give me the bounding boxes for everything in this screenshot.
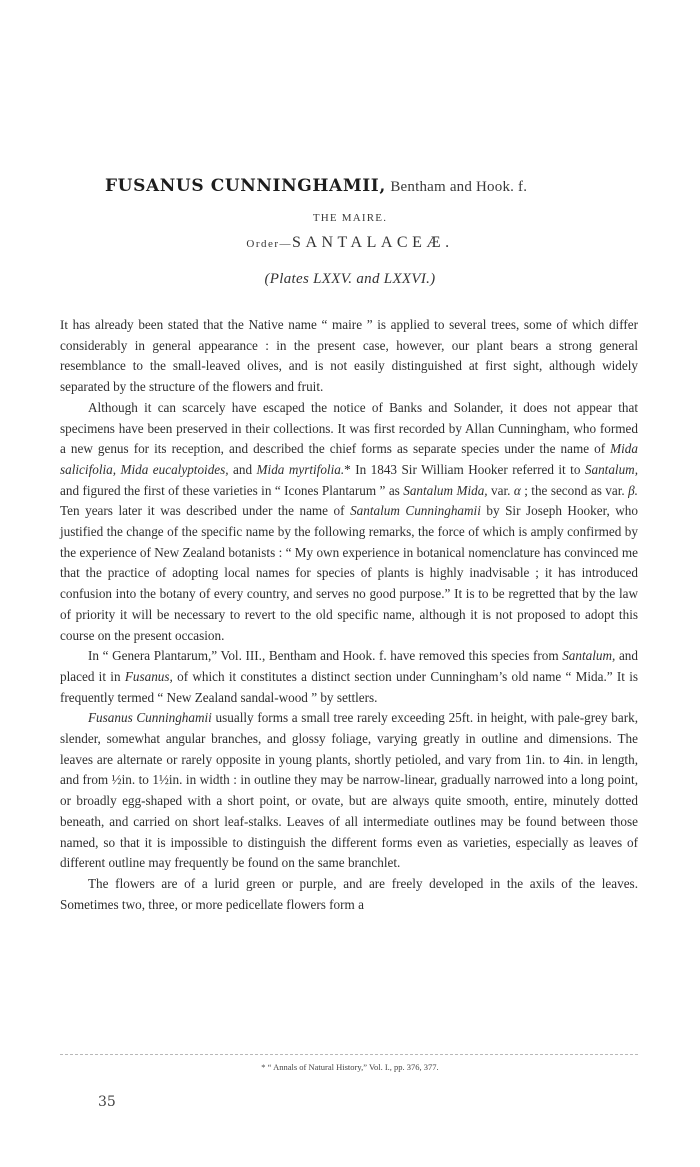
plates-reference: (Plates LXXV. and LXXVI.): [264, 271, 436, 287]
p2-text-d: and figured the first of these varieties in “ Icones Plantarum ” as: [60, 482, 404, 498]
p3-text-c: of which it constitutes a distinct section under Cunningham’s old name “ Mida.” It is frequently termed “ New Zealand sandal-wood ” by settlers.: [60, 668, 638, 705]
lead-word: It: [60, 317, 68, 332]
p2-italic-1: Mida salicifolia, Mida eucalyptoides,: [60, 441, 638, 477]
p2-text-g: Ten years later it was described under the name of: [60, 503, 351, 519]
p3-italic-2: Fusanus,: [124, 668, 173, 684]
common-name: THE MAIRE.: [312, 212, 388, 224]
p4-italic-1: Fusanus Cunninghamii: [88, 710, 212, 726]
p2-italic-5: α: [513, 482, 521, 498]
species-heading: [105, 176, 625, 196]
body-text: [60, 315, 638, 915]
species-name: FUSANUS CUNNINGHAMII,: [105, 176, 386, 196]
p2-italic-2: Mida myrtifolia.: [256, 461, 345, 477]
paragraph-1-text: has already been stated that the Native name “ maire ” is applied to several trees, some of which differ considerably in general appearance : in the present case, however, our plant bears a strong general resemblance to the small-leaved olives, and is not easily distinguished at first sight, although widely separated by the structure of the flowers and fruit.: [60, 317, 638, 395]
p2-text-h: by Sir Joseph Hooker, who justified the change of the specific name by the following remarks, the force of which is amply confirmed by the experience of New Zealand botanists : “ My own experience in botanical nomenclature has convinced me that the practice of adopting local names for species of plants is highly inadvisable ; it has introduced confusion into the botany of every country, and serves no good purpose.” It is to be regretted that by the law of priority it will be necessary to revert to the old specific name, although it is not proposed to adopt this course on the present occasion.: [60, 503, 638, 643]
footnote: * “ Annals of Natural History,” Vol. I., pp. 376, 377.: [261, 1062, 439, 1072]
p2-italic-4: Santalum Mida,: [403, 482, 488, 498]
p3-text-b: and placed it in: [60, 648, 638, 684]
p2-text-e: var.: [487, 482, 514, 498]
order-label: Order—: [246, 238, 293, 250]
p4-text-a: usually forms a small tree rarely exceeding 25ft. in height, with pale-grey bark, slender, somewhat angular branches, and glossy foliage, varying greatly in outline and dimensions. The leaves are alternate or rarely opposite in young plants, shortly petioled, and vary from 1in. to 4in. in length, and from ½in. to 1½in. in width : in outline they may be narrow-linear, gradually narrowed into a long point, or broadly egg-shaped with a short point, or ovate, but are always quite smooth, entire, minutely dotted beneath, and carried on short leaf-stalks. Leaves of all intermediate outlines may be found between those named, so that it is impossible to distinguish the different forms even as varieties, especially as leaves of different outline may frequently be found on the same branchlet.: [60, 710, 639, 871]
paragraph-4: [60, 708, 638, 874]
p2-text-a: Although it can scarcely have escaped the notice of Banks and Solander, it does not appear that specimens have been preserved in their collections. It was first recorded by Allan Cunningham, who formed a new genus for its reception, and described the chief forms as separate species under the name of: [60, 399, 638, 457]
paragraph-2: [60, 398, 638, 646]
species-authority: Bentham and Hook. f.: [390, 179, 528, 195]
footnote-rule: [60, 1054, 638, 1055]
p2-italic-3: Santalum,: [584, 461, 638, 477]
p2-italic-7: Santalum Cunninghamii: [350, 503, 481, 519]
p2-italic-6: β.: [628, 482, 638, 498]
page-number: 35: [98, 1094, 116, 1110]
p2-text-b: and: [228, 461, 257, 477]
p3-italic-1: Santalum,: [562, 648, 616, 664]
p2-text-f: ; the second as var.: [520, 482, 629, 498]
paragraph-5: The flowers are of a lurid green or purple, and are freely developed in the axils of the leaves. Sometimes two, three, or more pedicellate flowers form a: [60, 875, 638, 912]
order-line: [0, 234, 700, 252]
order-value: SANTALACEÆ.: [292, 234, 454, 251]
p3-text-a: In “ Genera Plantarum,” Vol. III., Bentham and Hook. f. have removed this species from: [88, 648, 563, 664]
paragraph-3: [60, 646, 638, 708]
paragraph-1: [60, 315, 638, 398]
p2-text-c: * In 1843 Sir William Hooker referred it to: [344, 461, 585, 477]
